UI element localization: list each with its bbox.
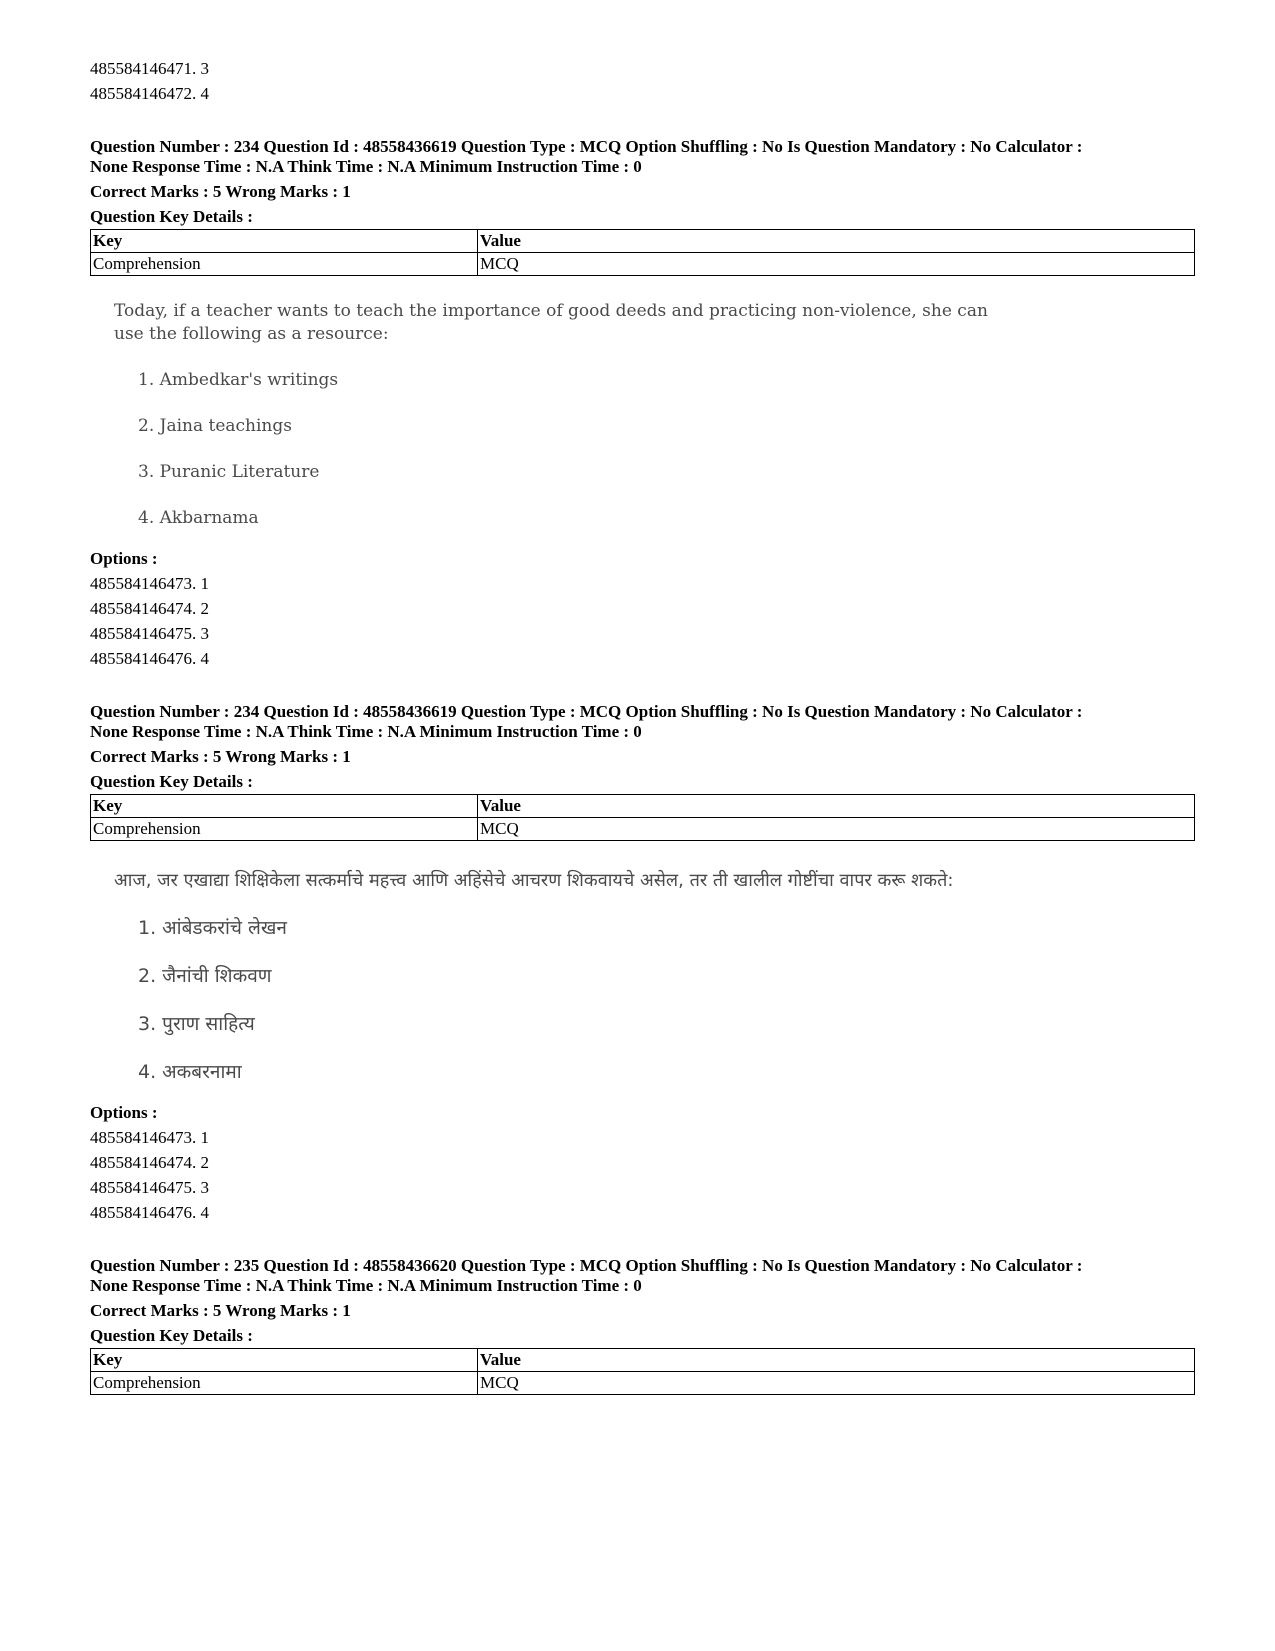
question-block-2	[90, 702, 1195, 1225]
table-header-row	[91, 230, 1195, 253]
table-cell-key: Comprehension	[91, 818, 478, 841]
question-block-1	[90, 137, 1195, 671]
option-line: 485584146474. 2	[90, 1153, 209, 1172]
stem-item: 4. अकबरनामा	[138, 1061, 242, 1083]
stem-item: 2. Jaina teachings	[138, 416, 292, 436]
stem-item: 3. Puranic Literature	[138, 462, 320, 482]
key-details-table	[90, 794, 1195, 841]
options-label: Options :	[90, 1103, 158, 1122]
option-line: 485584146471. 3	[90, 59, 209, 78]
table-header-value: Value	[478, 795, 1195, 818]
key-details-table	[90, 1348, 1195, 1395]
options-list	[90, 1125, 1195, 1225]
table-cell-key: Comprehension	[91, 1372, 478, 1395]
stem-item: 1. Ambedkar's writings	[138, 370, 339, 390]
table-header-value: Value	[478, 1349, 1195, 1372]
stem-item: 2. जैनांची शिकवण	[138, 965, 272, 987]
question-meta-line2: None Response Time : N.A Think Time : N.A Minimum Instruction Time : 0	[90, 1276, 642, 1295]
option-line: 485584146473. 1	[90, 574, 209, 593]
option-line: 485584146475. 3	[90, 624, 209, 643]
document-page	[90, 56, 1195, 1395]
stem-item: 4. Akbarnama	[138, 508, 259, 528]
table-cell-key: Comprehension	[91, 253, 478, 276]
table-row	[91, 818, 1195, 841]
table-header-value: Value	[478, 230, 1195, 253]
option-line: 485584146476. 4	[90, 1203, 209, 1222]
marks-line: Correct Marks : 5 Wrong Marks : 1	[90, 1301, 351, 1320]
question-block-3	[90, 1256, 1195, 1395]
key-details-label: Question Key Details :	[90, 772, 253, 791]
marks-line: Correct Marks : 5 Wrong Marks : 1	[90, 182, 351, 201]
option-line: 485584146476. 4	[90, 649, 209, 668]
table-cell-value: MCQ	[478, 253, 1195, 276]
question-stem	[114, 869, 1195, 1084]
table-row	[91, 1372, 1195, 1395]
key-details-label: Question Key Details :	[90, 207, 253, 226]
question-meta-line2: None Response Time : N.A Think Time : N.A Minimum Instruction Time : 0	[90, 157, 642, 176]
key-details-label: Question Key Details :	[90, 1326, 253, 1345]
question-meta-line1: Question Number : 234 Question Id : 48558436619 Question Type : MCQ Option Shuffling : No Is Question Mandatory : No Calculator :	[90, 702, 1083, 721]
question-stem	[114, 300, 1195, 530]
options-list	[90, 571, 1195, 671]
question-meta-line2: None Response Time : N.A Think Time : N.A Minimum Instruction Time : 0	[90, 722, 642, 741]
options-label: Options :	[90, 549, 158, 568]
table-cell-value: MCQ	[478, 818, 1195, 841]
option-line: 485584146472. 4	[90, 84, 209, 103]
table-header-row	[91, 795, 1195, 818]
stem-item: 1. आंबेडकरांचे लेखन	[138, 917, 287, 939]
question-meta-line1: Question Number : 235 Question Id : 48558436620 Question Type : MCQ Option Shuffling : No Is Question Mandatory : No Calculator :	[90, 1256, 1083, 1275]
question-text: आज, जर एखाद्या शिक्षिकेला सत्कर्माचे महत्त्व आणि अहिंसेचे आचरण शिकवायचे असेल, तर ती खालील गोष्टींचा वापर करू शकते:	[114, 870, 954, 891]
table-header-key: Key	[91, 1349, 478, 1372]
marks-line: Correct Marks : 5 Wrong Marks : 1	[90, 747, 351, 766]
stem-item: 3. पुराण साहित्य	[138, 1013, 255, 1035]
table-header-key: Key	[91, 795, 478, 818]
option-line: 485584146473. 1	[90, 1128, 209, 1147]
table-row	[91, 253, 1195, 276]
question-text: Today, if a teacher wants to teach the importance of good deeds and practicing non-violence, she can use the following as a resource:	[114, 301, 988, 344]
table-header-key: Key	[91, 230, 478, 253]
table-header-row	[91, 1349, 1195, 1372]
question-meta-line1: Question Number : 234 Question Id : 48558436619 Question Type : MCQ Option Shuffling : No Is Question Mandatory : No Calculator :	[90, 137, 1083, 156]
option-line: 485584146475. 3	[90, 1178, 209, 1197]
key-details-table	[90, 229, 1195, 276]
top-options-list	[90, 56, 1195, 106]
table-cell-value: MCQ	[478, 1372, 1195, 1395]
option-line: 485584146474. 2	[90, 599, 209, 618]
